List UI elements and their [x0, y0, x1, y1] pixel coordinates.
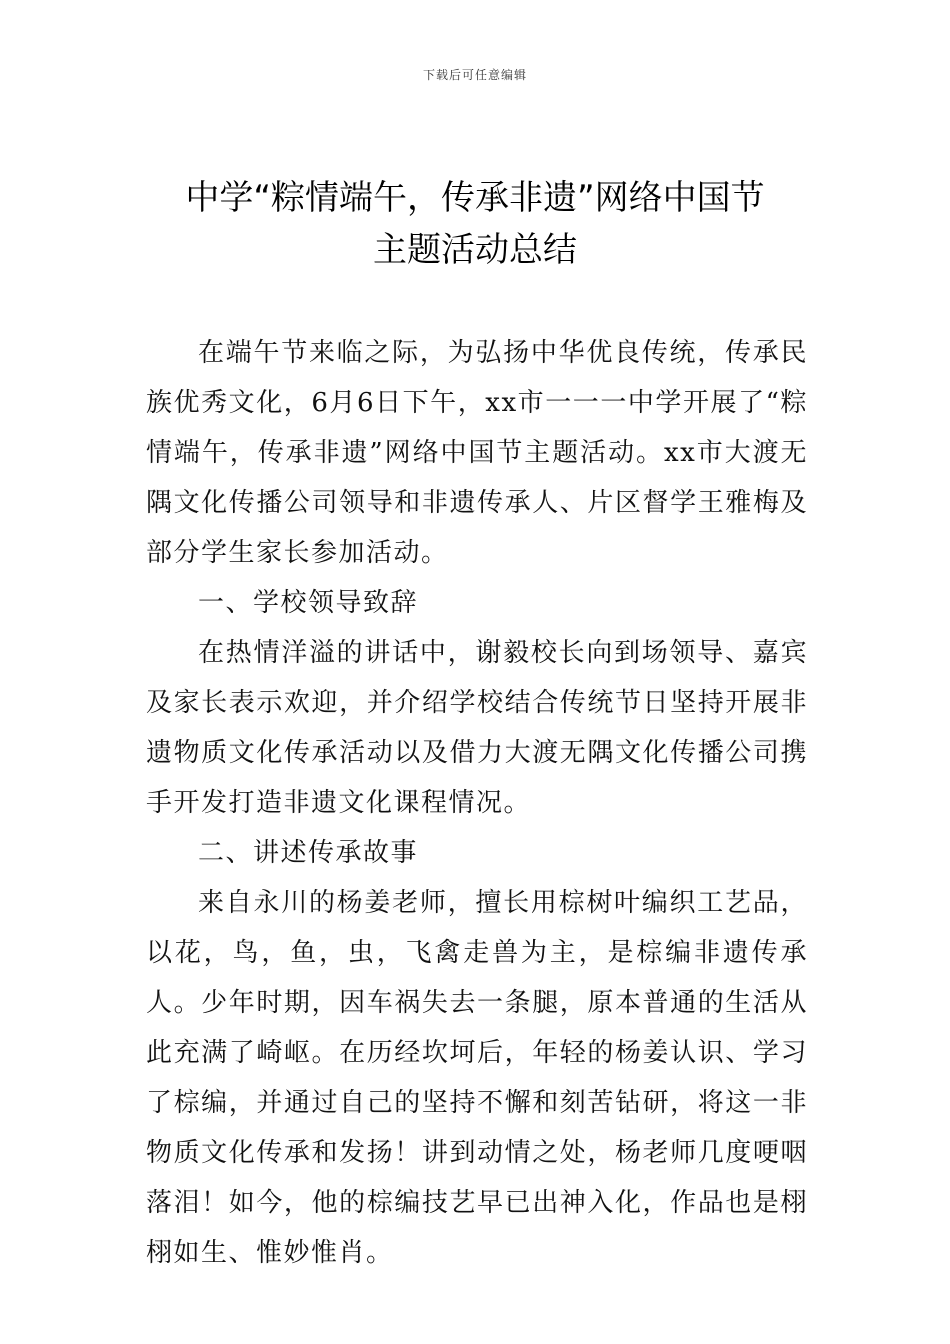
section-heading-2: 二、讲述传承故事	[198, 838, 419, 868]
title-line-2: 主题活动总结	[373, 230, 577, 270]
paragraph-speech: 在热情洋溢的讲话中，谢毅校长向到场领导、嘉宾及家长表示欢迎，并介绍学校结合传统节日坚持开展非遗物质文化传承活动以及借力大渡无隅文化传播公司携手开发打造非遗文化课程情况。	[146, 638, 808, 818]
header-note: 下载后可任意编辑	[422, 68, 527, 82]
document-title	[120, 172, 830, 276]
section-heading-1: 一、学校领导致辞	[198, 588, 419, 618]
paragraph-intro: 在端午节来临之际，为弘扬中华优良传统，传承民族优秀文化，6月6日下午，xx市一一一中学开展了“粽情端午，传承非遗”网络中国节主题活动。xx市大渡无隅文化传播公司领导和非遗传承人、片区督学王雅梅及部分学生家长参加活动。	[146, 338, 808, 568]
document-body	[146, 328, 808, 1278]
paragraph-story: 来自永川的杨姜老师，擅长用棕树叶编织工艺品，以花，鸟，鱼，虫，飞禽走兽为主，是棕编非遗传承人。少年时期，因车祸失去一条腿，原本普通的生活从此充满了崎岖。在历经坎坷后，年轻的杨姜认识、学习了棕编，并通过自己的坚持不懈和刻苦钻研，将这一非物质文化传承和发扬！讲到动情之处，杨老师几度哽咽落泪！如今，他的棕编技艺早已出神入化，作品也是栩栩如生、惟妙惟肖。	[146, 888, 808, 1268]
title-line-1: 中学“粽情端午，传承非遗”网络中国节	[185, 178, 765, 218]
